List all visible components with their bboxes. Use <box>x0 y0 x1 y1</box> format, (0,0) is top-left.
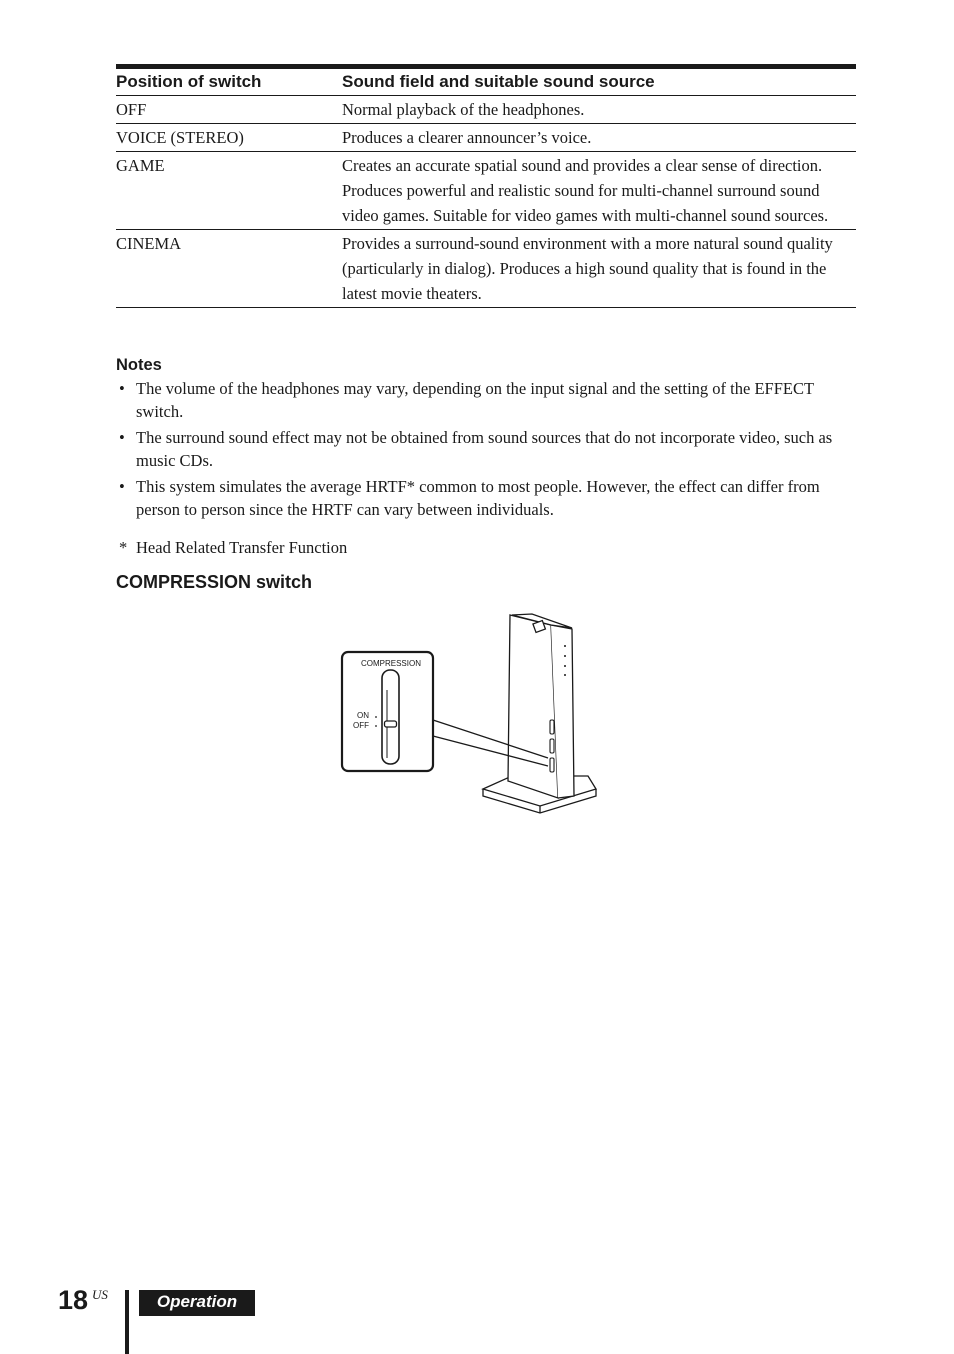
note-text: The surround sound effect may not be obtained from sound sources that do not incorporate video, such as music CDs. <box>136 428 833 470</box>
transmitter-tower <box>508 614 574 798</box>
bullet-icon: • <box>119 477 125 496</box>
row-position: OFF <box>116 100 147 119</box>
off-dot <box>375 725 377 727</box>
illustration-svg <box>336 608 606 818</box>
notes-list <box>116 377 856 521</box>
table-row <box>116 152 856 230</box>
bullet-icon: • <box>119 379 125 398</box>
compression-switch-illustration <box>336 608 606 818</box>
page-region-suffix: US <box>92 1287 108 1302</box>
list-item <box>116 426 856 472</box>
note-text: The volume of the headphones may vary, depending on the input signal and the setting of the EFFECT switch. <box>136 379 814 421</box>
row-description: Produces a clearer announcer’s voice. <box>342 128 592 147</box>
row-position: VOICE (STEREO) <box>116 128 244 147</box>
side-switches <box>550 720 554 772</box>
table-row <box>116 96 856 124</box>
row-position: GAME <box>116 156 165 175</box>
table-row <box>116 124 856 152</box>
column-header-sound-field: Sound field and suitable sound source <box>342 72 655 91</box>
column-header-position: Position of switch <box>116 72 262 91</box>
table-row <box>116 230 856 308</box>
footnote-text: Head Related Transfer Function <box>136 538 348 557</box>
section-tab-label: Operation <box>139 1290 255 1316</box>
notes-title: Notes <box>116 356 162 374</box>
row-description: Provides a surround-sound environment with a more natural sound quality (particularly in dialog). Produces a high sound quality that is found in the latest movie theaters. <box>342 234 833 303</box>
sound-field-table <box>116 64 856 308</box>
table-header-row <box>116 69 856 96</box>
footnote <box>116 536 347 559</box>
note-text: This system simulates the average HRTF* common to most people. However, the effect can differ from person to person since the HRTF can vary between individuals. <box>136 477 820 519</box>
switch-knob <box>385 721 397 727</box>
row-position: CINEMA <box>116 234 182 253</box>
row-description: Creates an accurate spatial sound and provides a clear sense of direction. Produces powerful and realistic sound for multi-channel surround sound video games. Suitable for video games with multi-channel sound sources. <box>342 156 829 225</box>
row-description: Normal playback of the headphones. <box>342 100 585 119</box>
compression-label: COMPRESSION <box>360 659 422 668</box>
on-label: ON <box>357 711 369 720</box>
list-item <box>116 377 856 423</box>
table-body <box>116 96 856 308</box>
page-number: 18 <box>58 1285 89 1315</box>
on-dot <box>375 716 377 718</box>
footnote-mark: * <box>119 538 128 557</box>
notes-section <box>116 356 856 524</box>
section-title: COMPRESSION switch <box>116 572 313 592</box>
list-item <box>116 475 856 521</box>
bullet-icon: • <box>119 428 125 447</box>
switch-slot <box>382 670 399 764</box>
off-label: OFF <box>353 721 369 730</box>
footer-divider <box>125 1290 129 1354</box>
